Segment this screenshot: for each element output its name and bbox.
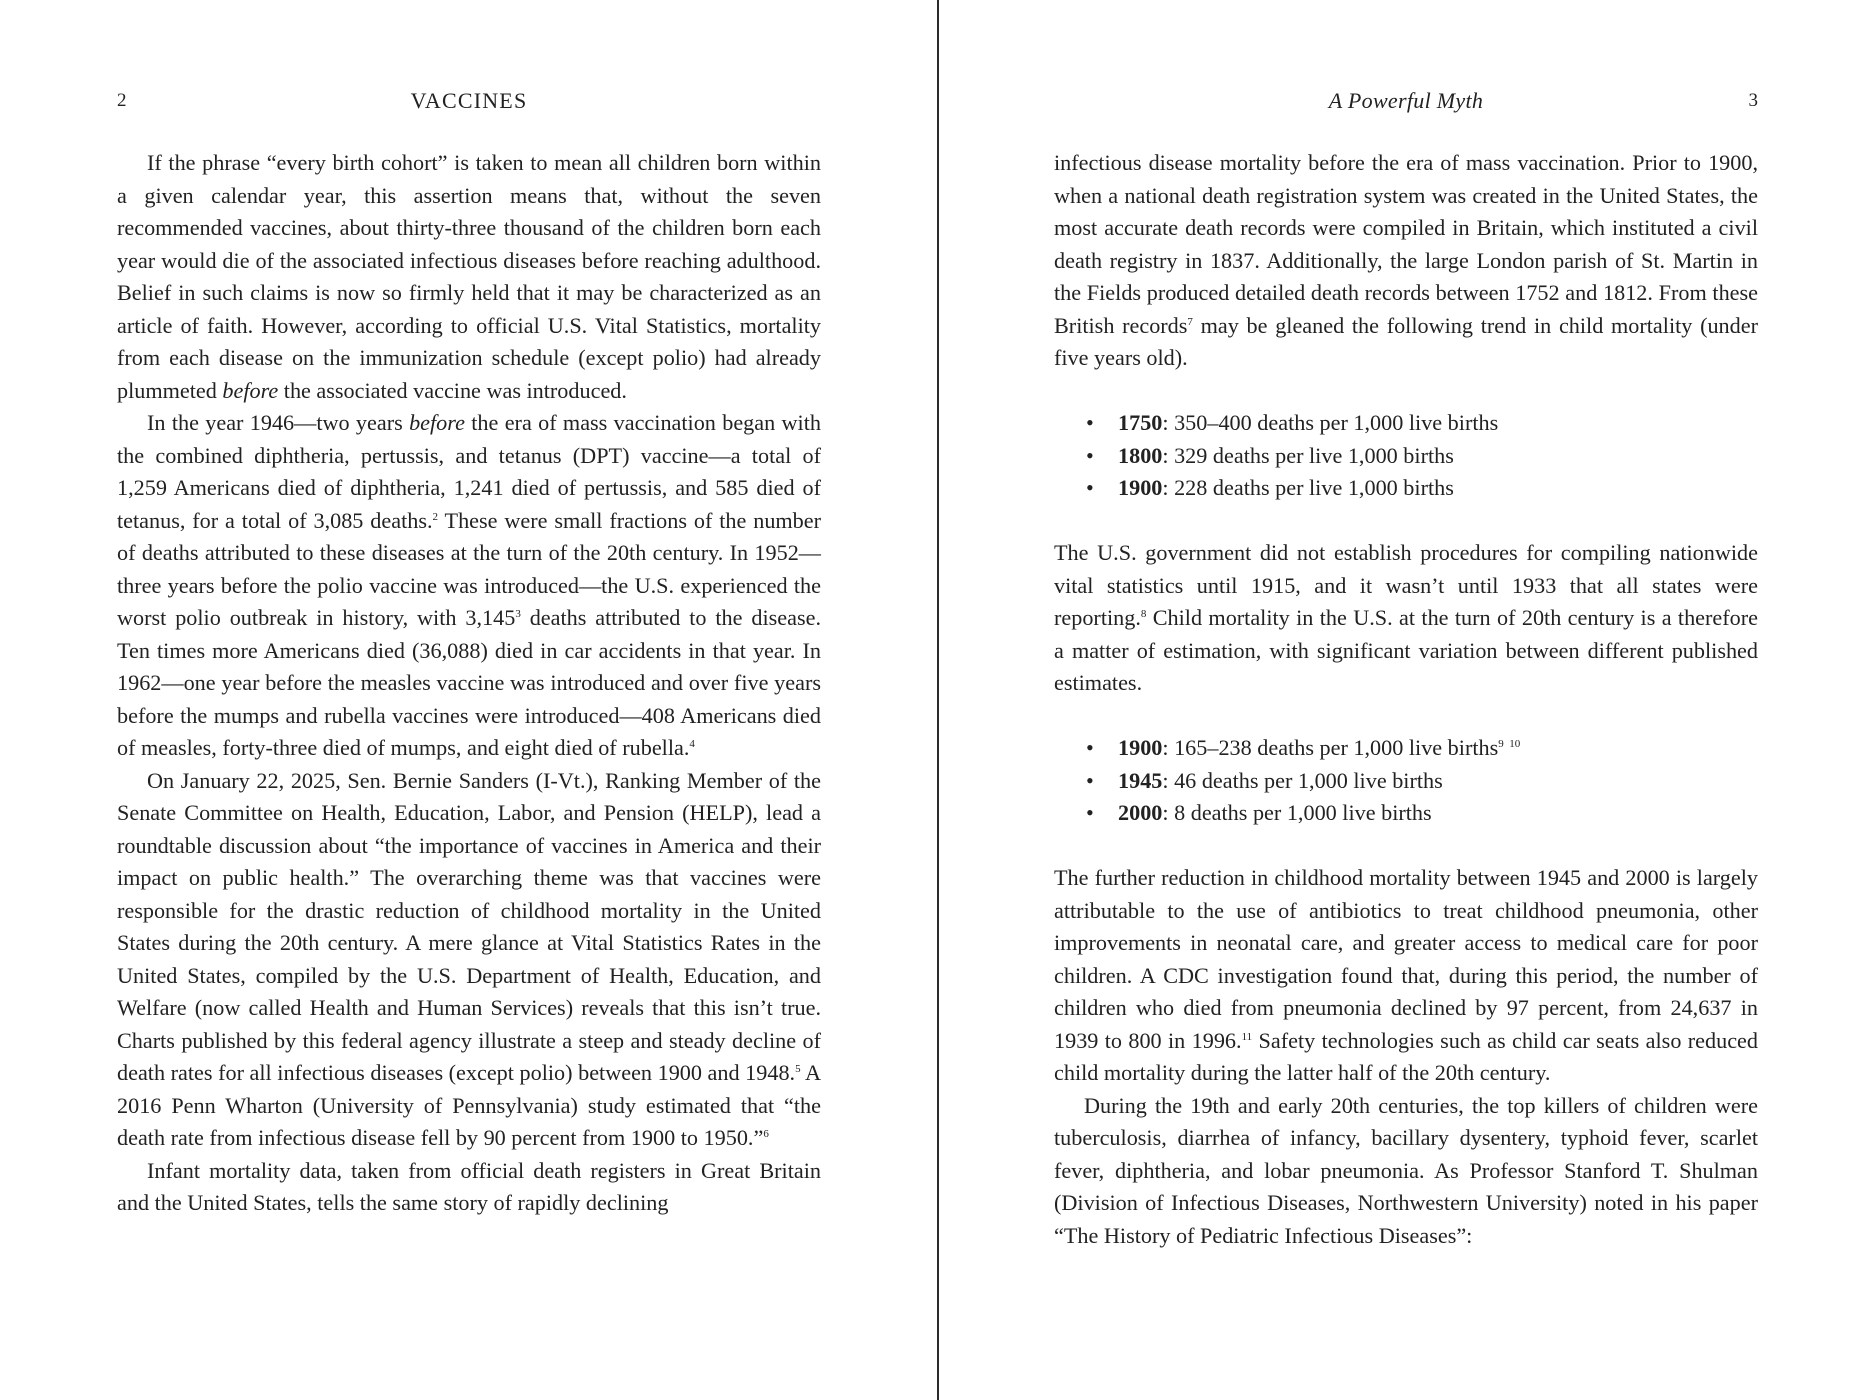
- right-page: [940, 0, 1866, 1400]
- footnote-marker[interactable]: 6: [763, 1128, 769, 1140]
- footnote-marker[interactable]: 7: [1187, 315, 1193, 328]
- emphasis: before: [409, 410, 465, 435]
- paragraph: If the phrase “every birth cohort” is taken to mean all children born within a given calendar year, this assertion means that, without the seven recommended vaccines, about thirty-three thousand of the children born each year would die of the associated infectious diseases before reaching adulthood. Belief in such claims is now so firmly held that it may be characterized as an article of faith. However, according to official U.S. Vital Statistics, mortality from each disease on the immunization schedule (except polio) had already plummeted before the associated vaccine was introduced.: [117, 150, 821, 403]
- year: 1945: [1118, 767, 1163, 793]
- footnote-marker[interactable]: 4: [689, 738, 695, 750]
- paragraph: Infant mortality data, taken from official death registers in Great Britain and the United States, tells the same story of rapidly declining: [117, 1157, 821, 1215]
- right-page-header: [1054, 86, 1758, 116]
- page-number: 2: [117, 90, 127, 111]
- mortality-list-britain: [1054, 407, 1758, 505]
- list-item: • 1945: 46 deaths per 1,000 live births: [1054, 765, 1758, 798]
- list-item: • 1750: 350–400 deaths per 1,000 live births: [1054, 407, 1758, 440]
- bullet: •: [1086, 800, 1094, 825]
- mortality-list-us: [1054, 732, 1758, 830]
- bullet: •: [1086, 735, 1094, 760]
- year: 1750: [1118, 410, 1163, 435]
- right-page-body: [1054, 147, 1758, 1252]
- year: 1900: [1118, 475, 1163, 500]
- footnote-marker[interactable]: 3: [515, 608, 521, 620]
- footnote-marker[interactable]: 9 10: [1498, 738, 1521, 750]
- page-number: 3: [1748, 90, 1758, 111]
- running-head: A Powerful Myth: [1328, 88, 1484, 113]
- bullet: •: [1086, 442, 1094, 468]
- list-item: • 1900: 165–238 deaths per 1,000 live births$^{9 10}$: [1054, 732, 1758, 765]
- paragraph: During the 19th and early 20th centuries, the top killers of children were tuberculosis, diarrhea of infancy, bacillary dysentery, typhoid fever, scarlet fever, diphtheria, and lobar pneumonia. As Professor Stanford T. Shulman (Division of Infectious Diseases, Northwestern University) noted in his paper “The History of Pediatric Infectious Diseases”:: [1054, 1092, 1758, 1248]
- left-page-header: [117, 86, 821, 116]
- paragraph: The further reduction in childhood mortality between 1945 and 2000 is largely attributable to the use of antibiotics to treat childhood pneumonia, other improvements in neonatal care, and greater access to medical care for poor children. A CDC investigation found that, during this period, the number of children who died from pneumonia declined by 97 percent, from 24,637 in 1939 to 800 in 1996.11 Safety technologies such as child car seats also reduced child mortality during the latter half of the 20th century.: [1054, 865, 1758, 1085]
- list-item: • 2000: 8 deaths per 1,000 live births: [1054, 797, 1758, 830]
- left-page-body: [117, 147, 821, 1220]
- emphasis: before: [222, 377, 279, 403]
- footnote-marker[interactable]: 5: [795, 1063, 801, 1075]
- bullet: •: [1086, 475, 1094, 500]
- paragraph: The U.S. government did not establish procedures for compiling nationwide vital statistics until 1915, and it wasn’t until 1933 that all states were reporting.$^8$ Child mortality in the U.S. at the turn of 20th century is a therefore a matter of estimation, with significant variation between different published estimates.: [1054, 540, 1758, 695]
- bullet: •: [1086, 410, 1094, 435]
- year: 1900: [1118, 735, 1163, 760]
- footnote-marker[interactable]: 11: [1241, 1030, 1253, 1043]
- paragraph: On January 22, 2025, Sen. Bernie Sanders (I-Vt.), Ranking Member of the Senate Committee on Health, Education, Labor, and Pension (HELP), lead a roundtable discussion about “the importance of vaccines in America and their impact on public health.” The overarching theme was that vaccines were responsible for the drastic reduction of childhood mortality in the United States during the 20th century. A mere glance at Vital Statistics Rates in the United States, compiled by the U.S. Department of Health, Education, and Welfare (now called Health and Human Services) reveals that this isn’t true. Charts published by this federal agency illustrate a steep and steady decline of death rates for all infectious diseases (except polio) between 1900 and 1948.$^5$ A 2016 Penn Wharton (University of Pennsylvania) study estimated that “the death rate from infectious disease fell by 90 percent from 1900 to 1950.”$^6$: [117, 767, 821, 1150]
- year: 2000: [1118, 800, 1163, 825]
- list-item: • 1900: 228 deaths per live 1,000 births: [1054, 472, 1758, 505]
- year: 1800: [1118, 442, 1163, 468]
- paragraph: infectious disease mortality before the era of mass vaccination. Prior to 1900, when a national death registration system was created in the United States, the most accurate death records were compiled in Britain, which instituted a civil death registry in 1837. Additionally, the large London parish of St. Martin in the Fields produced detailed death records between 1752 and 1812. From these British records$^7$ may be gleaned the following trend in child mortality (under five years old).: [1054, 150, 1758, 370]
- bullet: •: [1086, 767, 1094, 793]
- paragraph: In the year 1946—two years before the era of mass vaccination began with the combined diphtheria, pertussis, and tetanus (DPT) vaccine—a total of 1,259 Americans died of diphtheria, 1,241 died of pertussis, and 585 died of tetanus, for a total of 3,085 deaths.$^2$ These were small fractions of the number of deaths attributed to these diseases at the turn of the 20th century. In 1952—three years before the polio vaccine was introduced—the U.S. experienced the worst polio outbreak in history, with 3,145$^3$ deaths attributed to the disease. Ten times more Americans died (36,088) died in car accidents in that year. In 1962—one year before the measles vaccine was introduced and over five years before the mumps and rubella vaccines were introduced—408 Americans died of measles, forty-three died of mumps, and eight died of rubella.$^4$: [117, 410, 822, 760]
- footnote-marker[interactable]: 2: [432, 510, 439, 523]
- list-item: • 1800: 329 deaths per live 1,000 births: [1054, 440, 1758, 473]
- footnote-marker[interactable]: 8: [1140, 608, 1147, 620]
- running-head: VACCINES: [410, 88, 528, 113]
